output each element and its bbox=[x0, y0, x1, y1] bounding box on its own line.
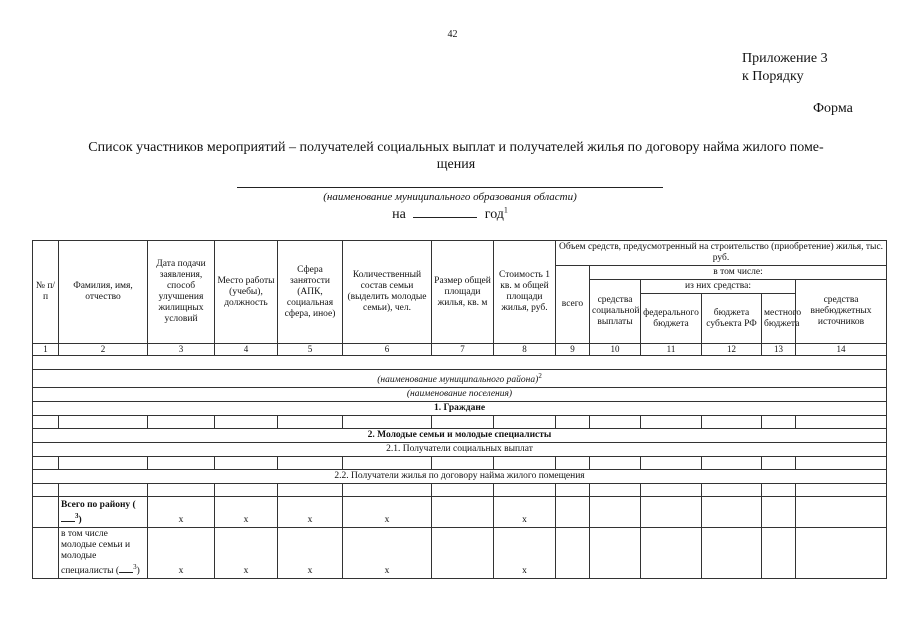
participants-table bbox=[32, 240, 887, 579]
municipality-blank-line bbox=[237, 187, 663, 188]
blank-data-row bbox=[33, 457, 887, 470]
header-cost: Стоимость 1 кв. м общей площади жилья, руб. bbox=[494, 241, 556, 344]
year-footnote: 1 bbox=[503, 205, 508, 215]
col-number: 3 bbox=[148, 344, 215, 356]
year-blank bbox=[413, 205, 477, 218]
section-1-header: 1. Граждане bbox=[33, 402, 887, 416]
col-number: 7 bbox=[432, 344, 494, 356]
settlement-row: (наименование поселения) bbox=[33, 388, 887, 402]
year-line bbox=[300, 205, 600, 223]
col-number: 11 bbox=[641, 344, 702, 356]
x-mark: x bbox=[494, 497, 556, 528]
total-row-label: Всего по району ($^3$) bbox=[59, 497, 148, 528]
blank-data-row bbox=[33, 484, 887, 497]
municipality-caption: (наименование муниципального образования области) bbox=[323, 191, 577, 203]
section-2-header: 2. Молодые семьи и молодые специалисты bbox=[33, 429, 887, 443]
x-mark: x bbox=[148, 528, 215, 579]
header-regional: бюджета субъекта РФ bbox=[702, 294, 762, 344]
col-number: 4 bbox=[215, 344, 278, 356]
district-label: (наименование муниципального района) bbox=[377, 375, 539, 386]
header-no: № п/п bbox=[33, 241, 59, 344]
col-number: 12 bbox=[702, 344, 762, 356]
header-federal: федерального бюджета bbox=[641, 294, 702, 344]
x-mark: x bbox=[278, 528, 343, 579]
blank-data-row bbox=[33, 416, 887, 429]
page-number: 42 bbox=[447, 29, 458, 40]
header-family: Количественный состав семьи (выделить молодые семьи), чел. bbox=[343, 241, 432, 344]
district-row bbox=[33, 370, 887, 388]
x-mark: x bbox=[215, 528, 278, 579]
col-number: 5 bbox=[278, 344, 343, 356]
header-place: Место работы (учебы), должность bbox=[215, 241, 278, 344]
x-mark: x bbox=[148, 497, 215, 528]
header-of-which: из них средства: bbox=[641, 280, 796, 294]
header-total: всего bbox=[556, 266, 590, 344]
col-number: 6 bbox=[343, 344, 432, 356]
young-row bbox=[33, 528, 887, 579]
col-number: 14 bbox=[796, 344, 887, 356]
form-label: Форма bbox=[813, 101, 853, 116]
year-suffix: год bbox=[484, 207, 504, 222]
young-row-blank bbox=[119, 563, 133, 573]
header-date: Дата подачи заявления, способ улучшения жилищных условий bbox=[148, 241, 215, 344]
document-title bbox=[40, 139, 872, 173]
total-row-blank bbox=[61, 512, 75, 522]
total-row bbox=[33, 497, 887, 528]
header-volume: Объем средств, предусмотренный на строительство (приобретение) жилья, тыс. руб. bbox=[556, 241, 887, 266]
section-2-1-header: 2.1. Получатели социальных выплат bbox=[33, 443, 887, 457]
header-local: местного бюджета bbox=[762, 294, 796, 344]
young-footnote: 3 bbox=[133, 563, 137, 572]
col-number: 13 bbox=[762, 344, 796, 356]
column-numbers-row bbox=[33, 344, 887, 356]
header-name: Фамилия, имя, отчество bbox=[59, 241, 148, 344]
header-extra: средства внебюджетных источников bbox=[796, 280, 887, 344]
title-line-2: щения bbox=[436, 157, 476, 172]
year-prefix: на bbox=[392, 207, 406, 222]
header-area: Размер общей площади жилья, кв. м bbox=[432, 241, 494, 344]
x-mark: x bbox=[494, 528, 556, 579]
title-line-1: Список участников мероприятий – получателей социальных выплат и получателей жилья по договору найма жилого поме- bbox=[88, 140, 824, 155]
young-row-label: в том числе молодые семьи и молодые специалисты ( $^3$) bbox=[59, 528, 148, 579]
district-footnote: 2 bbox=[538, 372, 542, 380]
x-mark: x bbox=[215, 497, 278, 528]
section-2-2-header: 2.2. Получатели жилья по договору найма жилого помещения bbox=[33, 470, 887, 484]
appendix-line-2: к Порядку bbox=[742, 69, 804, 84]
appendix-header bbox=[742, 50, 828, 86]
x-mark: x bbox=[343, 528, 432, 579]
col-number: 1 bbox=[33, 344, 59, 356]
header-incl: в том числе: bbox=[590, 266, 887, 280]
x-mark: x bbox=[343, 497, 432, 528]
blank-span-row bbox=[33, 356, 887, 370]
total-footnote: 3 bbox=[75, 512, 79, 520]
header-sphere: Сфера занятости (АПК, социальная сфера, иное) bbox=[278, 241, 343, 344]
col-number: 9 bbox=[556, 344, 590, 356]
header-social: средства социальной выплаты bbox=[590, 280, 641, 344]
col-number: 10 bbox=[590, 344, 641, 356]
x-mark: x bbox=[278, 497, 343, 528]
col-number: 2 bbox=[59, 344, 148, 356]
col-number: 8 bbox=[494, 344, 556, 356]
appendix-line-1: Приложение 3 bbox=[742, 51, 828, 66]
